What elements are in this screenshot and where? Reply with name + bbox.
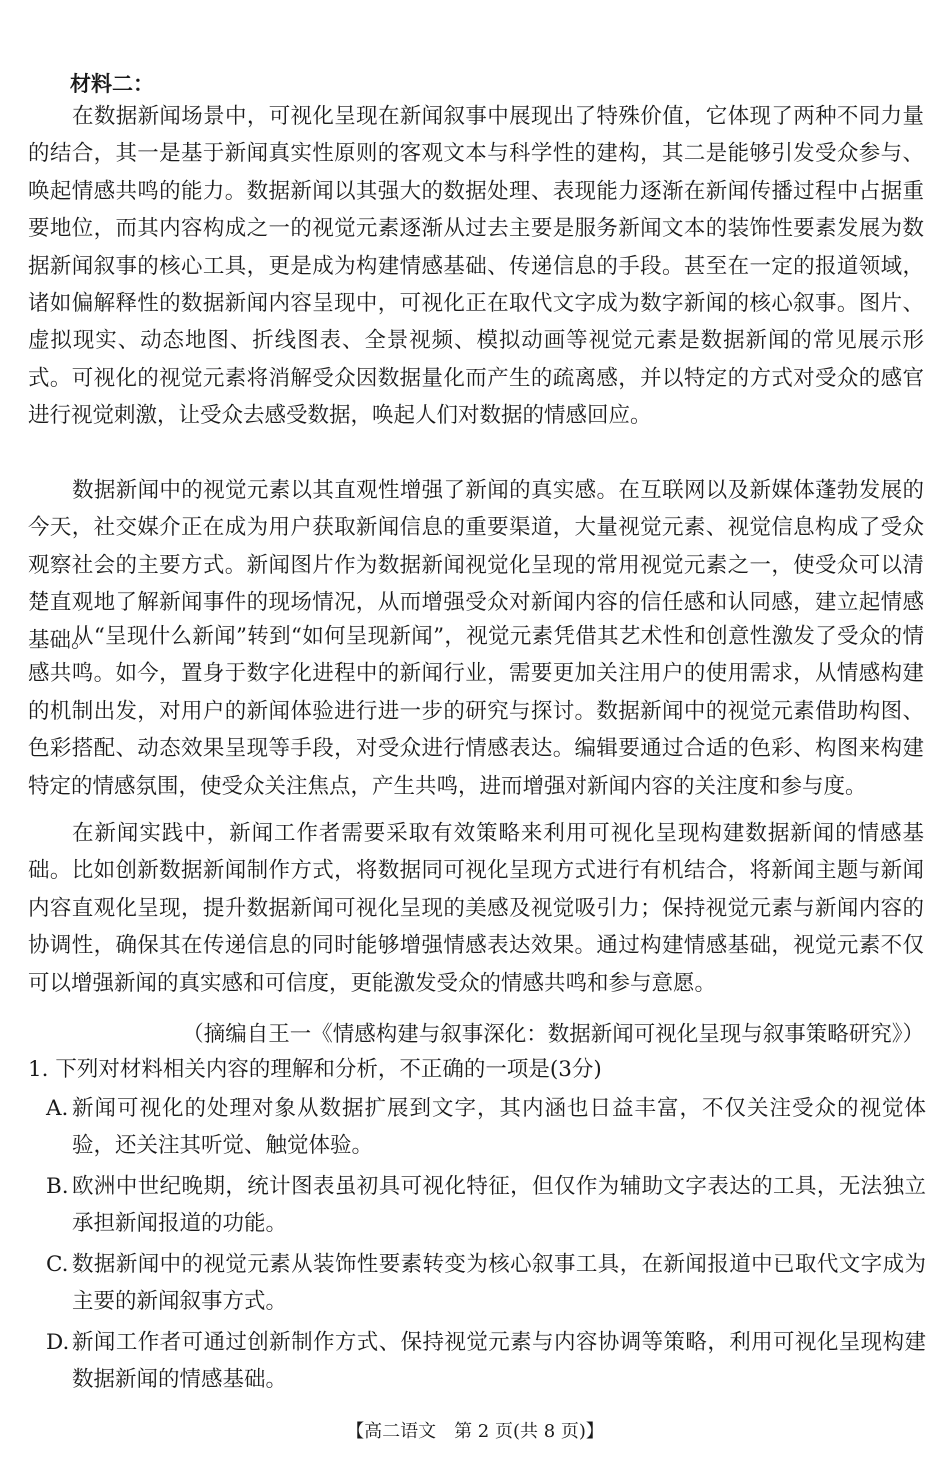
source-citation: （摘编自王一《情感构建与叙事深化：数据新闻可视化呈现与叙事策略研究》） [182, 1022, 924, 1047]
option-letter: C. [46, 1252, 69, 1277]
paragraph-1: 在数据新闻场景中，可视化呈现在新闻叙事中展现出了特殊价值，它体现了两种不同力量的结合，其一是基于新闻真实性原则的客观文本与科学性的建构，其二是能够引发受众参与、唤起情感共鸣的能力。数据新闻以其强大的数据处理、表现能力逐渐在新闻传播过程中占据重要地位，而其内容构成之一的视觉元素逐渐从过去主要是服务新闻文本的装饰性要素发展为数据新闻叙事的核心工具，更是成为构建情感基础、传递信息的手段。甚至在一定的报道领域，诸如偏解释性的数据新闻内容呈现中，可视化正在取代文字成为数字新闻的核心叙事。图片、虚拟现实、动态地图、折线图表、全景视频、模拟动画等视觉元素是数据新闻的常见展示形式。可视化的视觉元素将消解受众因数据量化而产生的疏离感，并以特定的方式对受众的感官进行视觉刺激，让受众去感受数据，唤起人们对数据的情感回应。 [28, 104, 924, 429]
option-text: 新闻工作者可通过创新制作方式、保持视觉元素与内容协调等策略，利用可视化呈现构建数据新闻的情感基础。 [72, 1330, 926, 1393]
option-text: 欧洲中世纪晚期，统计图表虽初具可视化特征，但仅作为辅助文字表达的工具，无法独立承担新闻报道的功能。 [72, 1174, 926, 1237]
paragraph-4: 在新闻实践中，新闻工作者需要采取有效策略来利用可视化呈现构建数据新闻的情感基础。比如创新数据新闻制作方式，将数据同可视化呈现方式进行有机结合，将新闻主题与新闻内容直观化呈现，提升数据新闻可视化呈现的美感及视觉吸引力；保持视觉元素与新闻内容的协调性，确保其在传递信息的同时能够增强情感表达效果。通过构建情感基础，视觉元素不仅可以增强新闻的真实感和可信度，更能激发受众的情感共鸣和参与意愿。 [28, 821, 924, 996]
option-d [46, 1324, 926, 1399]
option-letter: A. [46, 1096, 69, 1121]
page-footer: 【高二语文 第 2 页(共 8 页)】 [346, 1421, 604, 1442]
material-heading: 材料二： [70, 72, 154, 96]
paragraph-2: 数据新闻中的视觉元素以其直观性增强了新闻的真实感。在互联网以及新媒体蓬勃发展的今天，社交媒介正在成为用户获取新闻信息的重要渠道，大量视觉元素、视觉信息构成了受众观察社会的主要方式。新闻图片作为数据新闻视觉化呈现的常用视觉元素之一，使受众可以清楚直观地了解新闻事件的现场情况，从而增强受众对新闻内容的信任感和认同感，建立起情感基础。 [28, 478, 924, 653]
option-text: 数据新闻中的视觉元素从装饰性要素转变为核心叙事工具，在新闻报道中已取代文字成为主要的新闻叙事方式。 [72, 1252, 926, 1315]
option-b [46, 1168, 926, 1243]
option-text: 新闻可视化的处理对象从数据扩展到文字，其内涵也日益丰富，不仅关注受众的视觉体验，还关注其听觉、触觉体验。 [72, 1096, 926, 1159]
option-c [46, 1246, 926, 1321]
option-a [46, 1090, 926, 1165]
option-letter: B. [46, 1174, 69, 1199]
option-letter: D. [46, 1330, 70, 1355]
question-stem: 1. 下列对材料相关内容的理解和分析，不正确的一项是(3分) [28, 1057, 602, 1082]
paragraph-3: 从“呈现什么新闻”转到“如何呈现新闻”，视觉元素凭借其艺术性和创意性激发了受众的情感共鸣。如今，置身于数字化进程中的新闻行业，需要更加关注用户的使用需求，从情感构建的机制出发，对用户的新闻体验进行进一步的研究与探讨。数据新闻中的视觉元素借助构图、色彩搭配、动态效果呈现等手段，对受众进行情感表达。编辑要通过合适的色彩、构图来构建特定的情感氛围，使受众关注焦点，产生共鸣，进而增强对新闻内容的关注度和参与度。 [28, 624, 924, 799]
